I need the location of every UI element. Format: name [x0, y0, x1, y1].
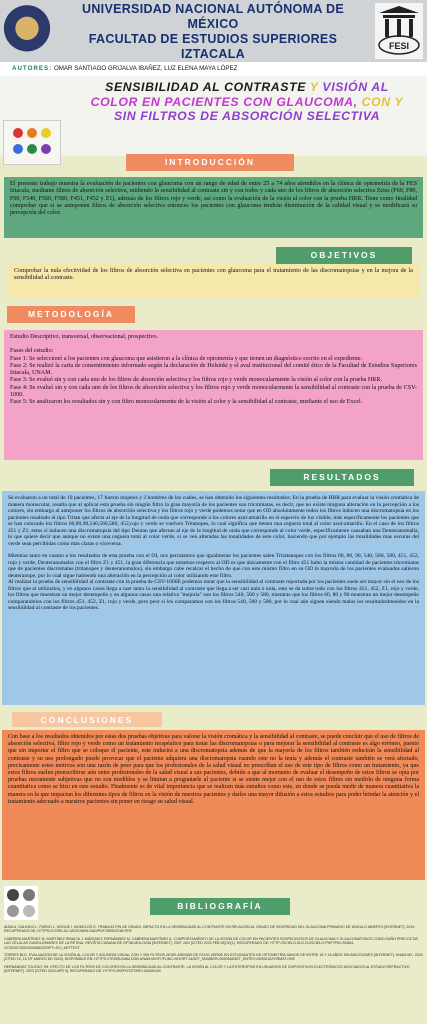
poster-title	[70, 80, 424, 124]
resultados-paragraph-2: Mientras tanto en cuanto a los resultados de esta prueba con el OI, nos percatamos que igualmente los pacientes salen Tritatanopes con los filtros 60, 80, 90, 540, 560, 580, 451, 452, rojo y verde, Deuteranomalos con el filtro Z1 y 451, la gran diferencia que notamos respecto al OD es que únicamente con el filtro 451 hubo la misma cantidad de pacientes tricromatas que de pacientes discromatas (tritanopes y deuteranomalos), sin embargo cabe recalcar el hecho de que con este mismo filtro en su OD la mayoría de los pacientes evaluados salieron deuteranope, por lo cual sigue habiendo una alteración en la percepción al color utilizando este filtro.	[8, 553, 419, 579]
introduccion-heading: INTRODUCCIÓN	[126, 154, 294, 171]
fesi-logo-icon	[375, 3, 423, 59]
title-part-2: Y	[306, 80, 323, 94]
resultados-heading: RESULTADOS	[270, 469, 414, 486]
objetivos-box	[8, 264, 419, 298]
metodologia-phase-4: Fase 4: Se evaluó sin y con cada uno de los filtros de absorción selectiva y los filtros rojo y verde monocularmente la sensibilidad al contraste con la prueba de CSV-1000.	[10, 384, 417, 399]
university-line-1: UNIVERSIDAD NACIONAL AUTÓNOMA DE	[82, 2, 344, 16]
title-part-1: SENSIBILIDAD AL CONTRASTE	[105, 80, 306, 94]
title-part-3: VISIÓN AL	[322, 80, 389, 94]
conclusiones-heading: CONCLUSIONES	[12, 712, 162, 727]
conclusiones-text: Con base a los resultados obtenidos por estas dos pruebas objetivas para valorar la visión cromática y la sensibilidad al contraste, se puede concluir que el uso de filtros de absorción selectiva, filtro rojo y verde como un tratamiento terapéutico para tratar las discromatopsias o para mejorar la sensibilidad al contraste es algo erróneo, puesto que sin importar el filtro que se coloque el paciente, este inducirá a una discromatopsia además de que la mayoría de los filtros también reducirán la sensibilidad al contraste y su uso prolongado puede provocar que el paciente adquiera una discromatopsia cuando este no la tenía y además el contraste también se verá afectado, precisamente estos motivos son una razón de peso para que los profesionales de la salud visual no prescriban el uso de este tipo de filtros como un tratamiento, ya que estos filtros suelen preescribirse aún entre profesionales de la salud visual a sus pacientes, debido a que al momento de evaluar el desempeño de estos filtros se opta por pruebas meramente subjetivas que no son medibles y se limitan a preguntarle al paciente si se siente mejor con el uso de estos filtros sin medirlo de ninguna forma cuantitativa como se hizo en este estudio. Finalmente es de vital importancia que se realicen más estudios como este, en donde se pueda medir de manera cuantitativa la manera en la que impactan los diferentes tipos de filtros en la visión de nuestros pacientes y darles una mayor difusión a estos estudios para poder brindar la atención y el tratamiento adecuado a nuestros pacientes sin poner en riesgo su salud visual.	[8, 734, 419, 805]
bibliografia-ref-4: HERNÁNDEZ TOLEDO YM. EFECTO DE LOS FILTROS DE COLORES EN LA SENSIBILIDAD AL CONTRASTE, LA VISIÓN AL COLOR Y LA ESTEROPSIS EN USUARIOS DE DISPOSITIVOS ELECTRÓNICOS ASOCIADOS AL ESTADO REFRACTIVO [INTERNET]. 2023 [CITED 2024 APR 9]. RECUPERADO DE: HTTPS://REPOSITORIO.UNAM.MX	[4, 964, 410, 974]
resultados-box	[2, 491, 425, 705]
resultados-paragraph-1: Se evaluaron a un total de 19 pacientes, 17 fueron mujeres y 2 hombres de los cuales, se han obtenido los siguientes resultados: En la prueba de HRR para evaluar la visión cromática de manera monocular, resalta que al aplicar esta prueba sin ningún filtro la gran mayoría de los pacientes son tricromatas, es decir, que no existe ninguna alteración en la percepción a los colores, sin embargo al anteponer los filtros de absorción selectiva y los filtros rojo y verde podemos notar que en OD absolutamente todos los filtros inducen una discromatopsia en los pacientes resaltado el tipo Tritan que afecta al eje de la longitud de onda que corresponde a los colores azul-amarillo en el espectro de luz visible, más específicamente los pacientes que se han colocado los filtros 60,80,90,540,560,580, 452,rojo y verde se vuelven Tritanopes, lo cual significa que tienen una ceguera total al color azul-amarillo. En el caso de los filtros 451 y Z1, estos sí inducen una discromatopsia del tipo Deutan que afectan al eje de la longitud de onda que corresponde al color verde, específicamente causaban una Deuteranomalía, lo que quiere decir que aunque no existe una ceguera total al color verde, sí se ven alteradas las tonalidades de este color, haciendo que por ejemplo las tonalidades mas oscuras del verde sean percibidas como más claras o viceversa.	[8, 495, 419, 547]
institution-title	[52, 2, 374, 62]
color-filters-icon	[8, 124, 56, 160]
introduccion-box	[4, 177, 423, 238]
metodologia-study: Estudio Descriptivo, transversal, observacional, prospectivo.	[10, 334, 158, 340]
title-part-4: COLOR EN PACIENTES CON GLAUCOMA,	[90, 94, 358, 109]
objetivos-text: Comprobar la nula efectividad de los filtros de absorción selectiva en pacientes con glaucoma para el tratamiento de las discromatopsias y en la mejora de la sensibilidad al contraste.	[14, 268, 413, 282]
introduccion-text: El presente trabajo muestra la evaluación de pacientes con glaucoma con un rango de edad de entre 25 a 74 años atendidos en la clínica de optometría de la FES Iztacala, mediante filtros de absorción selectiva, midiendo la sensibilidad al contraste sin y con todos y cada uno de los filtros de absorción selectiva Zeiss (F60, F80, F90, F540, F560, F580, F451, F452 y Z1), además de los filtros rojo y verde, así como la evaluación de la visión al color con la prueba HRR. Tiene como finalidad comprobar que si se anteponen filtros de absorción selectiva entonces los pacientes con glaucoma tendrán disminución de la calidad visual y se modificará su percepción del color.	[10, 181, 417, 217]
fesi-logo-text: FESI	[388, 41, 410, 51]
faculty-line-1: FACULTAD DE ESTUDIOS SUPERIORES	[88, 32, 338, 46]
title-part-5: CON Y	[357, 94, 404, 109]
university-line-2: MÉXICO	[187, 17, 239, 31]
metodologia-phases-title: Fases del estudio:	[10, 348, 54, 355]
authors-names: OMAR SANTIAGO GRIJALVA IBAÑEZ, LUZ ELENA MAYA LÓPEZ	[53, 65, 238, 72]
bibliografia-list	[4, 925, 423, 1021]
resultados-paragraph-3: Al realizar la prueba de sensibilidad al contraste con la prueba de CSV-1000E podemos notar que la sensibilidad al contraste reportada por los pacientes suele ser mayor sin el uso de los filtros que al utilizarlos, y en algunos casos llega a caer tanto la sensibilidad al contraste que llega a ser casi nula o nula, esto se da sobre todo con los filtros 451, 452, Z1, rojo y verde, los filtros que muestran un mejor desempeño y en algunos casos una relativa "mejoría" son los filtros 540, 560 y 580, mientras que los filtros 60, 80 y 90 muestran un mejor desempeño comparandolos con los filtros 451, 452, Z1, rojo y verde, pero peor si los comparamos con los filtros 540, 560 y 580, por lo cual aún siguen siendo malos los resultadosbtenidos en la sensibilidad al contraste de los pacientes.	[8, 579, 419, 611]
objetivos-heading: OBJETIVOS	[276, 247, 412, 264]
metodologia-phase-3: Fase 3: Se evaluó sin y con cada uno de los filtros de absorción selectiva y los filtros rojo y verde monocularmente la visión al color con la prueba HRR.	[10, 377, 382, 384]
bibliografia-ref-1: ALBA A, GALINDO L, PARDO L, NOGUE I, MONCLÚS G. TRABAJO FIN DE GRADO. IMPACTO EN LA SENSIBILIDAD AL CONTRASTE EN RELACIÓN AL GRADO DE SEVERIDAD DEL GLAUCOMA PRIMARIO DE ÁNGULO ABIERTO [INTERNET]. 2019. RECUPERADO DE: HTTPS://CORE.AC.UK/DOWNLOAD/PDF/289922180.PDF	[4, 925, 416, 934]
metodologia-phase-5: Fase 5: Se analizaron los resultados sin y con filtro monocularmente de la visión al color y la sensibilidad al contraste, mediante el uso de Excel.	[10, 399, 363, 406]
metodologia-phase-1: Fase 1: Se seleccionó a los pacientes con glaucoma que asistieron a la clínica de optometría y que tienen un diagnóstico escrito en el expediente.	[10, 355, 363, 362]
conclusiones-box	[2, 730, 425, 880]
title-part-6: SIN FILTROS DE ABSORCIÓN SELECTIVA	[113, 109, 381, 123]
metodologia-phase-2: Fase 2: Se realizó la carta de consentimiento informado según la declaración de Helsinki y el aval institucional del comité ético de la Facultad de Estudios Superiores Iztacala, UNAM.	[10, 362, 417, 377]
faculty-line-2: IZTACALA	[181, 47, 245, 61]
authors-label: AUTORES:	[12, 65, 53, 72]
unam-crest-icon	[3, 4, 51, 58]
bibliografia-heading: BIBLIOGRAFÍA	[150, 898, 290, 915]
metodologia-box	[4, 330, 423, 460]
bibliografia-ref-3: TORRES BLD. EVALUACIÓN DE LA VISIÓN AL COLOR Y AGUDEZA VISUAL CON Y SIN FILTROS ZEISS ADEMÁS DE ROJO-VERDE EN ESTUDIANTES DE OPTOMETRÍA SANOS DE ENTRE 18 Y 24 AÑOS SIN ADICCIONES [INTERNET]. UNAM.MX. 2024 [CITED 15, 15 OF MARZO DE 2024]. DISPONIBLE EN: HTTPS://TESISUNAM.DGB.UNAM.MX/F/?FUNC=SHORT-3&SET_NUMBER=009065&SET_ENTRY=000001&FORMAT=999	[4, 953, 423, 962]
bibliografia-ref-2: CABRERA MARTÍNEZ M, MARTÍNEZ RIBALTA J, MÁRQUEZ FERNÁNDEZ M, CABRERA MARTÍNEZ A. COMPORTAMIENTO DE LA VISIÓN DE COLOR EN PACIENTES SOSPECHOSOS DE GLAUCOMA Y GLAUCOMATOSOS COMO DAÑO PRECOZ DE LAS CÉLULAS GANGLIONARES DE LA RETINA. REVISTA CUBANA DE OFTALMOLOGÍA [INTERNET]. 2007 JUN [CITED 2024 FEB 28];20(1). RECUPERADO DE: HTTP://SCIELO.SLD.CU/SCIELO.PHP?PID=S0864-21762007000100008&SCRIPT=SCI_ARTTEXT	[4, 936, 418, 950]
metodologia-heading: METODOLOGÍA	[7, 306, 135, 323]
authors-bar	[0, 62, 427, 76]
contrast-chart-icon	[4, 886, 38, 920]
